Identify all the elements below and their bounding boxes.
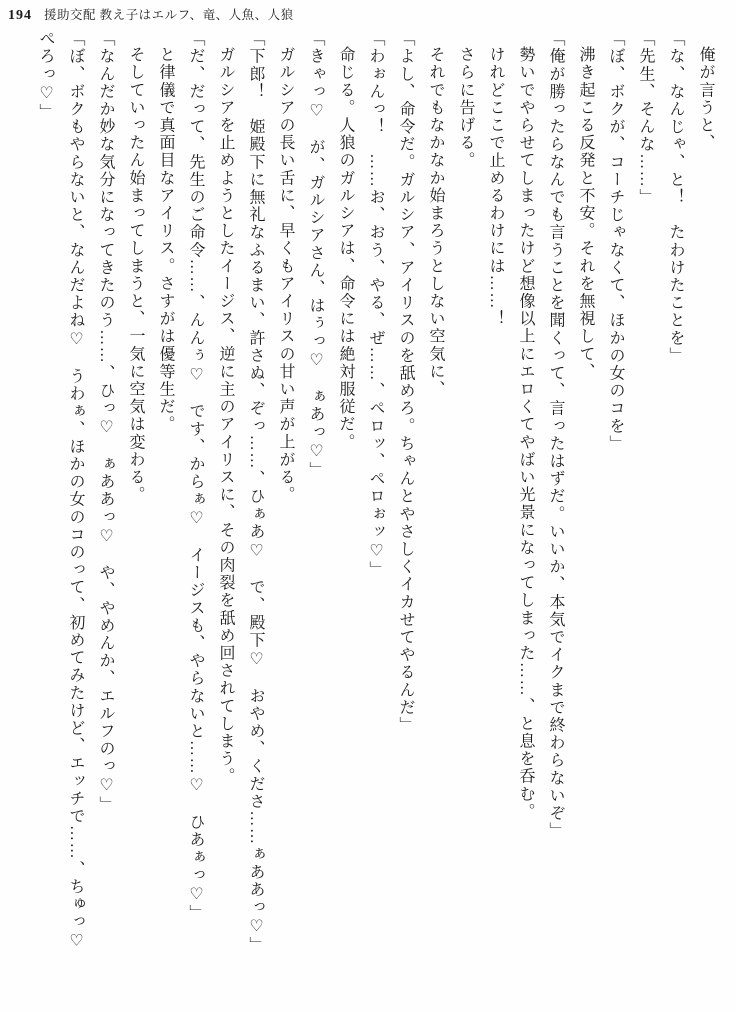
paragraph: 「きゃっ♡ が、ガルシアさん、はぅっ♡ ぁあっ♡」: [307, 30, 324, 479]
running-head-book-title: 援助交配 教え子はエルフ、竜、人魚、人狼: [44, 8, 294, 22]
paragraph: けれどここで止めるわけには……！: [487, 46, 504, 328]
paragraph: 「俺が勝ったらなんでも言うことを聞くって、言ったはずだ。いいか、本気でイクまで終わらないぞ」: [547, 30, 564, 840]
paragraph: 沸き起こる反発と不安。それを無視して、: [577, 46, 594, 381]
paragraph: 「ぼ、ボクが、コーチじゃなくて、ほかの女のコを」: [607, 30, 624, 453]
text-columns: [26, 30, 720, 986]
paragraph: ガルシアを止めようとしたイージス、逆に主のアイリスに、その肉裂を舐め回されてしまう。: [217, 46, 234, 786]
paragraph: 「下郎！ 姫殿下に無礼なふるまい、許さぬ、ぞっ……、ひぁあ♡ で、殿下♡ おやめ、くださ……ぁああっ♡」: [247, 30, 264, 955]
paragraph: さらに告げる。: [457, 46, 474, 170]
paragraph: そしていったん始まってしまうと、一気に空気は変わる。: [127, 46, 144, 504]
paragraph: 俺が言うと、: [697, 46, 714, 152]
paragraph: 「ぼ、ボクもやらないと、なんだよね♡ うわぁ、ほかの女のコのって、初めてみたけど、エッチで……、ちゅっ♡ ぺろっ♡」: [37, 30, 84, 969]
page-number: 194: [8, 8, 32, 23]
paragraph: 命じる。人狼のガルシアは、命令には絶対服従だ。: [337, 46, 354, 451]
paragraph: 「よし、命令だ。ガルシア、アイリスのを舐めろ。ちゃんとやさしくイカせてやるんだ」: [397, 30, 414, 734]
paragraph: 勢いでやらせてしまったけど想像以上にエロくてやばい光景になってしまった……、と息を呑む。: [517, 46, 534, 821]
paragraph: 「なんだか妙な気分になってきたのう……、ひっ♡ ぁああっ♡ や、やめんか、エルフのっ♡」: [97, 30, 114, 814]
page-header: [8, 5, 294, 24]
paragraph: 「な、なんじゃ、と！ たわけたことを」: [667, 30, 684, 365]
paragraph: 「だ、だって、先生のご命令……、んんぅ♡ です、からぁ♡ イージスも、やらないと……♡ ひあぁっ♡」: [187, 30, 204, 922]
paragraph: 「先生、そんな……」: [637, 30, 654, 206]
paragraph: ガルシアの長い舌に、早くもアイリスの甘い声が上がる。: [277, 46, 294, 504]
paragraph: それでもなかなか始まろうとしない空気に、: [427, 46, 444, 398]
paragraph: 「わぉんっ！ ……お、おう、やる、ぜ……、ペロッ、ペロぉッ♡」: [367, 30, 384, 579]
paragraph: と律儀で真面目なアイリス。さすがは優等生だ。: [157, 46, 174, 434]
